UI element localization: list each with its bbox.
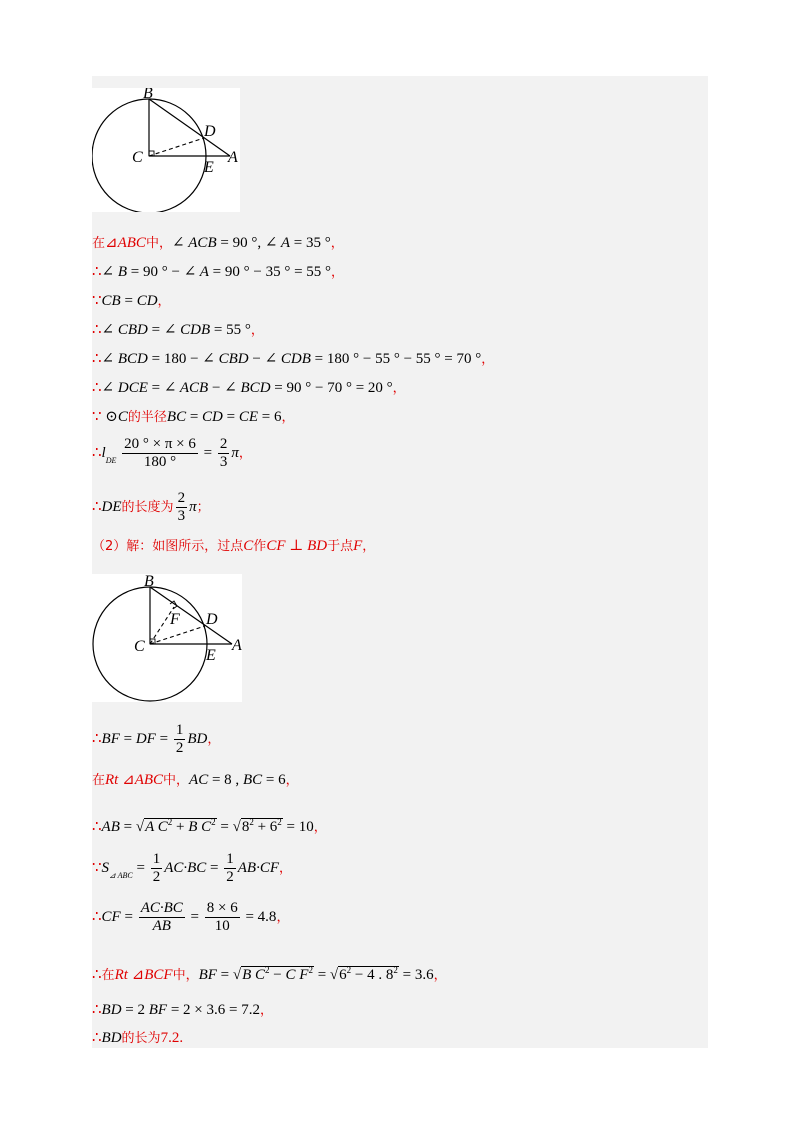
- cf-fraction: $\frac{AC\cdot BC}{AB}$: [140, 900, 183, 934]
- label-d: D: [206, 611, 218, 628]
- sqrt-ac-bc: A $C^2 + B$ $C^2$: [145, 817, 216, 835]
- line-11: ∴BF = DF = $\frac{1}{2}$ BD，: [92, 722, 221, 756]
- segment-cd: [149, 138, 204, 156]
- line-14: $\because S_{⊿ ABC}$ = $\frac{1}{2}$ AC·BC = $\frac{1}{2}$ AB·CF，: [92, 851, 293, 885]
- line-15: ∴CF = $\frac{AC\cdot BC}{AB}$ = $\frac{8 \times 6}{10}$ = 4.8，: [92, 900, 290, 934]
- half-fraction-2: $\frac{1}{2}$: [226, 851, 234, 885]
- segment-ba: [150, 587, 232, 644]
- label-c: C: [134, 638, 145, 655]
- line-17: ∴BD = 2 BF = 2 × 3.6 = 7.2，: [92, 1002, 273, 1018]
- line-4: ∴∠ CBD = ∠ CDB = 55 °，: [92, 322, 264, 338]
- sqrt-numbers-2: $6^2 - 4$ . $8^2$: [339, 965, 398, 983]
- segment-ba: [149, 99, 230, 156]
- two-thirds-fraction: $\frac{2}{3}$: [219, 436, 228, 470]
- figure-2-svg: [92, 574, 242, 702]
- line-18: ∴BD的长为7.2.: [92, 1030, 184, 1046]
- line-3: ∵CB = CD，: [92, 293, 171, 309]
- line-16: ∴在Rt ⊿BCF中，BF = √B $C^2 - C$ $F^2 = √6^2 - 4$ . $8^2 = 3.6$，: [92, 965, 447, 983]
- half-fraction: $\frac{1}{2}$: [175, 722, 184, 756]
- half-fraction-1: $\frac{1}{2}$: [152, 851, 161, 885]
- line-1: 在⊿ABC中，∠ ACB = 90 °, ∠ A = 35 °，: [92, 235, 344, 251]
- line-5: ∴∠ BCD = 180 − ∠ CBD − ∠ CDB = 180 ° − 55 ° − 55 ° = 70 °，: [92, 351, 495, 367]
- arc-length-fraction: $\frac{20 ^\circ \times \pi \times 6}{180 ^\circ}$: [124, 436, 196, 470]
- line-2: ∴∠ B = 90 ° − ∠ A = 90 ° − 35 ° = 55 °，: [92, 264, 345, 280]
- line-8: $\therefore l_{DE}$ $\frac{20 ^\circ \times \pi \times 6}{180 ^\circ}$ = $\frac{2}{3}$ π，: [92, 436, 252, 470]
- line-9: ∴DE的长度为 $\frac{2}{3}$ π；: [92, 490, 210, 524]
- line-12: 在Rt ⊿ABC中，AC = 8 , BC = 6，: [92, 772, 299, 788]
- line-10: （2）解：如图所示，过点C作CF ⊥ BD于点F，: [92, 538, 376, 554]
- label-b: B: [143, 88, 153, 102]
- label-a: A: [232, 637, 242, 654]
- label-b: B: [144, 574, 154, 590]
- label-e: E: [204, 159, 214, 176]
- label-e: E: [206, 647, 216, 664]
- label-d: D: [204, 123, 216, 140]
- label-c: C: [132, 149, 143, 166]
- label-f: F: [170, 611, 180, 628]
- numeric-fraction: $\frac{8 \times 6}{10}$: [206, 900, 238, 934]
- geometry-figure-2: [92, 574, 242, 702]
- arc-de: DE: [101, 498, 122, 515]
- line-13: ∴AB = √A $C^2 + B$ $C^2 = √8^2 + 6^2 = 10$，: [92, 817, 327, 835]
- line-7: ∵ ⊙C的半径BC = CD = CE = 6，: [92, 409, 295, 425]
- line-6: ∴∠ DCE = ∠ ACB − ∠ BCD = 90 ° − 70 ° = 20 °，: [92, 380, 406, 396]
- figure-1-svg: [92, 88, 240, 212]
- geometry-figure-1: [92, 88, 240, 212]
- label-a: A: [228, 149, 238, 166]
- sqrt-numbers: $8^2 + 6^2$: [241, 817, 282, 835]
- segment-cd: [150, 626, 205, 644]
- answer-fraction: $\frac{2}{3}$: [177, 490, 186, 524]
- sqrt-bc-cf: B $C^2 - C$ $F^2$: [242, 965, 313, 983]
